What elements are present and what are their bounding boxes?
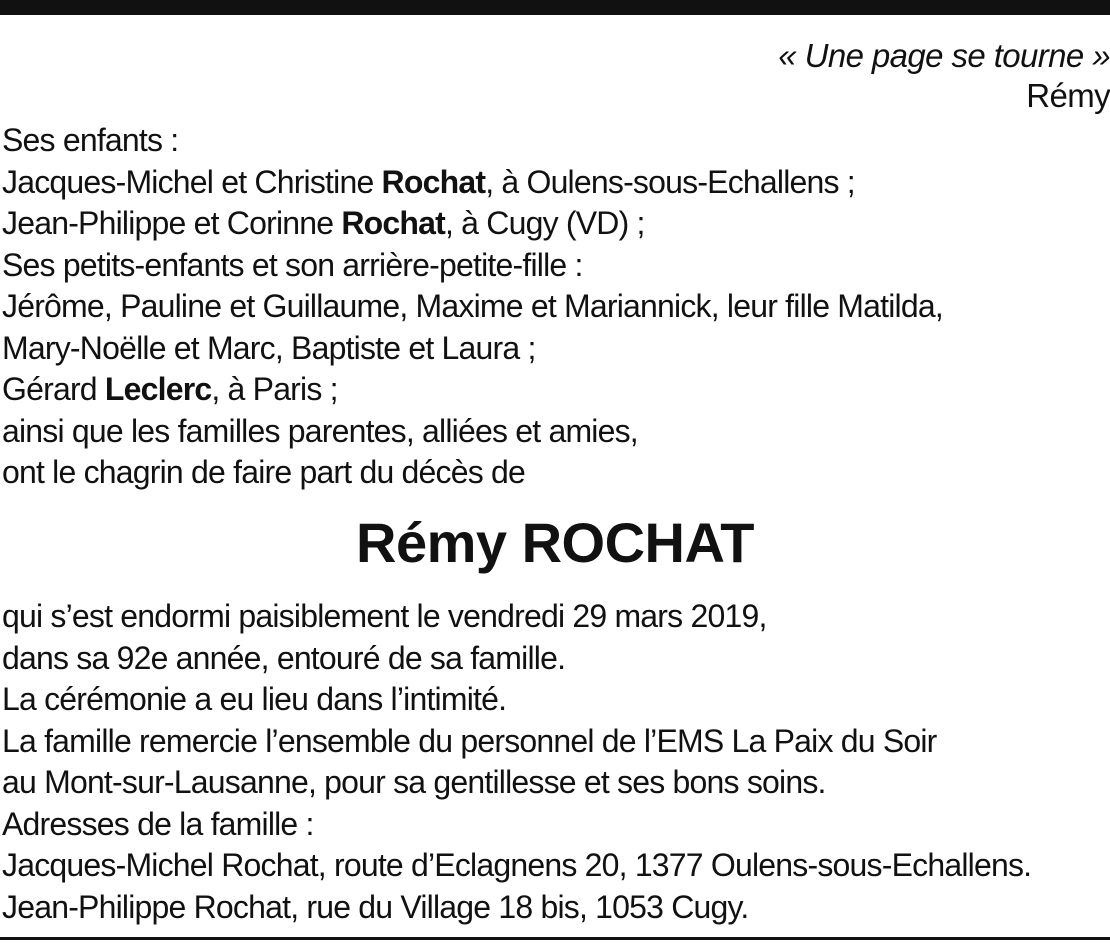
epigraph-quote: « Une page se tourne » [778, 37, 1110, 74]
grandchildren-heading: Ses petits-enfants et son arrière-petite-fille : [2, 246, 583, 283]
families-line: ainsi que les familles parentes, alliées et amies, [2, 412, 638, 449]
bottom-border-rule [0, 937, 1110, 940]
relative-surname: Leclerc [104, 371, 212, 407]
epigraph [778, 36, 1110, 116]
child-line-1 [2, 162, 943, 204]
child-2-surname: Rochat [341, 205, 445, 241]
details-line-2: dans sa 92e année, entouré de sa famille. [2, 639, 566, 676]
obituary-details [2, 596, 1031, 928]
details-line-4: La famille remercie l’ensemble du personnel de l’EMS La Paix du Soir [2, 722, 937, 759]
child-1-location: , à Oulens-sous-Echallens ; [485, 163, 855, 200]
deceased-name: Rémy ROCHAT [356, 511, 754, 574]
addresses-heading: Adresses de la famille : [2, 805, 314, 842]
child-2-location: , à Cugy (VD) ; [445, 205, 645, 241]
details-line-1: qui s’est endormi paisiblement le vendredi 29 mars 2019, [2, 598, 767, 634]
details-line-5: au Mont-sur-Lausanne, pour sa gentillesse et ses bons soins. [2, 764, 826, 800]
family-announcement [2, 120, 943, 494]
relative-location: , à Paris ; [211, 371, 338, 407]
address-2: Jean-Philippe Rochat, rue du Village 18 bis, 1053 Cugy. [2, 888, 749, 925]
top-border-rule [0, 0, 1110, 15]
relative-line [2, 369, 943, 411]
grandchildren-line-2: Mary-Noëlle et Marc, Baptiste et Laura ; [2, 329, 536, 366]
intro-line: ont le chagrin de faire part du décès de [2, 454, 526, 490]
children-heading: Ses enfants : [2, 122, 179, 158]
address-1: Jacques-Michel Rochat, route d’Eclagnens 20, 1377 Oulens-sous-Echallens. [2, 847, 1032, 883]
child-1-names: Jacques-Michel et Christine [2, 163, 382, 200]
epigraph-signature: Rémy [1026, 77, 1110, 114]
child-2-names: Jean-Philippe et Corinne [2, 205, 342, 241]
child-1-surname: Rochat [381, 163, 486, 200]
grandchildren-line-1: Jérôme, Pauline et Guillaume, Maxime et Mariannick, leur fille Matilda, [2, 288, 943, 324]
child-line-2 [2, 203, 943, 245]
relative-first-name: Gérard [2, 371, 105, 407]
details-line-3: La cérémonie a eu lieu dans l’intimité. [2, 681, 507, 717]
